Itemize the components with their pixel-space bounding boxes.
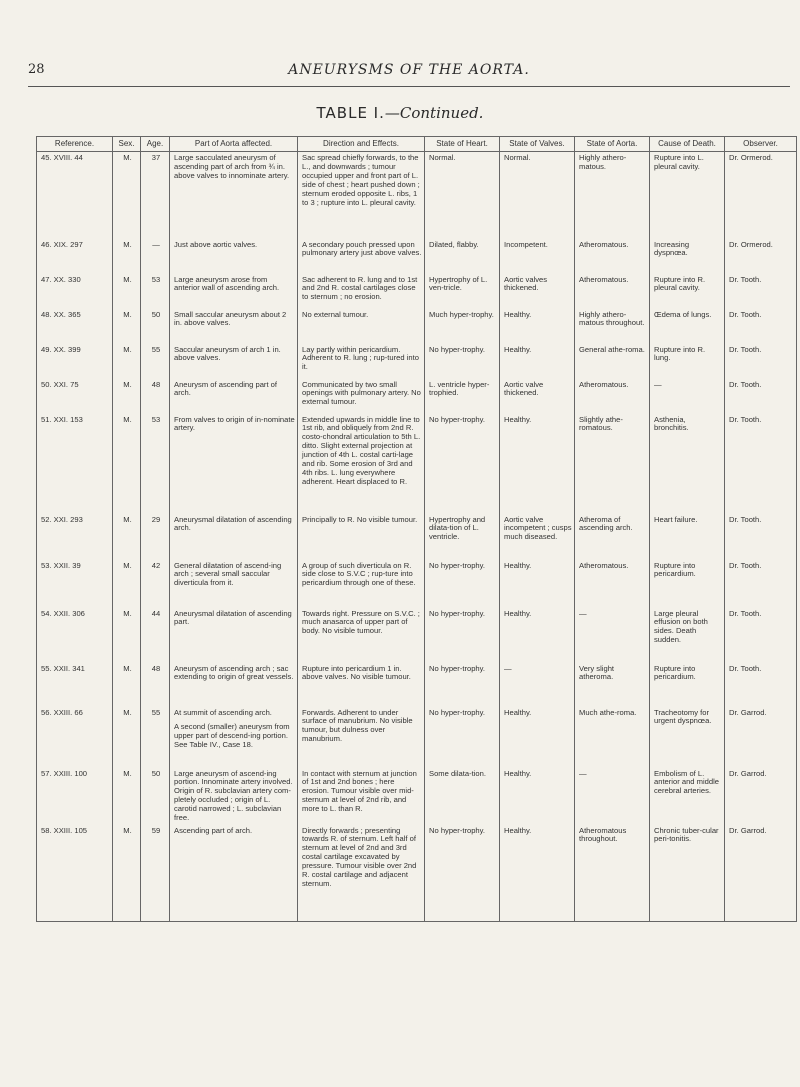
header-row: [37, 137, 797, 152]
cell-state-of-heart: No hyper-trophy.: [425, 707, 500, 768]
cell-direction-effects: Principally to R. No visible tumour.: [298, 514, 425, 560]
cell-part-affected: [170, 707, 298, 768]
cell-cause-of-death: Rupture into R. pleural cavity.: [650, 274, 725, 309]
cell-state-of-valves: —: [500, 663, 575, 707]
cell-age: 53: [141, 274, 170, 309]
cell-state-of-aorta: Highly athero-matous.: [575, 152, 650, 239]
cell-reference: 45. XVIII. 44: [37, 152, 113, 239]
cell-observer: Dr. Garrod.: [725, 825, 797, 922]
cell-part-affected: Small saccular aneurysm about 2 in. above valves.: [170, 309, 298, 344]
cell-sex: M.: [113, 707, 141, 768]
cell-reference: 53. XXII. 39: [37, 560, 113, 608]
cell-age: 44: [141, 608, 170, 663]
cell-observer: Dr. Tooth.: [725, 344, 797, 379]
cell-part-affected: Aneurysm of ascending arch ; sac extending to origin of great vessels.: [170, 663, 298, 707]
table-body: [37, 152, 797, 922]
cell-reference: 54. XXII. 306: [37, 608, 113, 663]
cell-cause-of-death: Increasing dyspnœa.: [650, 239, 725, 274]
cell-state-of-aorta: Atheromatous.: [575, 274, 650, 309]
cell-reference: 58. XXIII. 105: [37, 825, 113, 922]
cell-direction-effects: Directly forwards ; presenting towards R. of sternum. Left half of sternum at level of 2nd and 3rd costal cartilage excavated by pressure. Tumour visible over 2nd R. costal cartilage and adjacent sternum.: [298, 825, 425, 922]
cell-observer: Dr. Tooth.: [725, 379, 797, 414]
cell-observer: Dr. Tooth.: [725, 663, 797, 707]
cell-part-affected: From valves to origin of in-nominate artery.: [170, 414, 298, 514]
cell-age: 53: [141, 414, 170, 514]
table-title-main: TABLE I.: [316, 104, 385, 122]
column-header: Observer.: [725, 137, 797, 152]
cell-cause-of-death: Rupture into L. pleural cavity.: [650, 152, 725, 239]
table-row: [37, 560, 797, 608]
cell-state-of-heart: Some dilata-tion.: [425, 768, 500, 825]
cell-cause-of-death: —: [650, 379, 725, 414]
cell-state-of-heart: No hyper-trophy.: [425, 608, 500, 663]
cell-state-of-valves: Aortic valves thickened.: [500, 274, 575, 309]
cell-cause-of-death: Œdema of lungs.: [650, 309, 725, 344]
cell-sex: M.: [113, 274, 141, 309]
cell-sex: M.: [113, 608, 141, 663]
cell-age: 55: [141, 344, 170, 379]
cell-reference: 50. XXI. 75: [37, 379, 113, 414]
cell-state-of-heart: Much hyper-trophy.: [425, 309, 500, 344]
cell-cause-of-death: Heart failure.: [650, 514, 725, 560]
cell-part-affected: Large aneurysm of ascend-ing portion. Innominate artery involved. Origin of R. subclavian artery com-pletely occluded ; origin of L. carotid narrowed ; L. subclavian free.: [170, 768, 298, 825]
column-header: Part of Aorta affected.: [170, 137, 298, 152]
cell-direction-effects: No external tumour.: [298, 309, 425, 344]
cell-direction-effects: Sac spread chiefly forwards, to the L., and downwards ; tumour occupied upper and front part of L. side of chest ; heart pushed down ; sternum eroded opposite L. ribs, 1 to 3 ; rupture into L. pleural cavity.: [298, 152, 425, 239]
cell-observer: Dr. Tooth.: [725, 274, 797, 309]
cell-sex: M.: [113, 514, 141, 560]
table-row: [37, 608, 797, 663]
cell-state-of-valves: Healthy.: [500, 344, 575, 379]
cell-state-of-aorta: Atheromatous.: [575, 560, 650, 608]
cell-reference: 56. XXIII. 66: [37, 707, 113, 768]
cell-observer: Dr. Ormerod.: [725, 152, 797, 239]
table-row: [37, 514, 797, 560]
cell-state-of-aorta: Very slight atheroma.: [575, 663, 650, 707]
cell-reference: 52. XXI. 293: [37, 514, 113, 560]
cell-part-affected: Saccular aneurysm of arch 1 in. above valves.: [170, 344, 298, 379]
cell-part-affected: Just above aortic valves.: [170, 239, 298, 274]
cell-reference: 48. XX. 365: [37, 309, 113, 344]
column-header: Reference.: [37, 137, 113, 152]
cell-age: 50: [141, 309, 170, 344]
cell-direction-effects: A group of such diverticula on R. side close to S.V.C ; rup-ture into pericardium through one of these.: [298, 560, 425, 608]
cell-reference: 51. XXI. 153: [37, 414, 113, 514]
table-row: [37, 309, 797, 344]
cell-part-affected: General dilatation of ascend-ing arch ; several small saccular diverticula from it.: [170, 560, 298, 608]
cell-state-of-valves: Healthy.: [500, 608, 575, 663]
cell-state-of-valves: Healthy.: [500, 560, 575, 608]
table-row: [37, 414, 797, 514]
cell-observer: Dr. Tooth.: [725, 514, 797, 560]
cell-sex: M.: [113, 379, 141, 414]
cell-state-of-aorta: Atheromatous throughout.: [575, 825, 650, 922]
cell-state-of-aorta: Atheromatous.: [575, 239, 650, 274]
table-row: [37, 825, 797, 922]
cell-direction-effects: In contact with sternum at junction of 1st and 2nd bones ; here erosion. Tumour visible over mid-sternum at level of 2nd rib, and more to L. than R.: [298, 768, 425, 825]
cell-state-of-aorta: Atheroma of ascending arch.: [575, 514, 650, 560]
cell-observer: Dr. Tooth.: [725, 608, 797, 663]
column-header: State of Aorta.: [575, 137, 650, 152]
cell-state-of-heart: No hyper-trophy.: [425, 414, 500, 514]
cell-observer: Dr. Tooth.: [725, 560, 797, 608]
cell-direction-effects: Towards right. Pressure on S.V.C. ; much anasarca of upper part of body. No visible tumour.: [298, 608, 425, 663]
aneurysm-table: [36, 136, 797, 922]
part-affected-text: At summit of ascending arch.: [174, 707, 272, 717]
table-row: [37, 239, 797, 274]
column-header: Direction and Effects.: [298, 137, 425, 152]
cell-direction-effects: Communicated by two small openings with pulmonary artery. No external tumour.: [298, 379, 425, 414]
cell-part-affected: Aneurysmal dilatation of ascending arch.: [170, 514, 298, 560]
cell-reference: 57. XXIII. 100: [37, 768, 113, 825]
cell-cause-of-death: Large pleural effusion on both sides. Death sudden.: [650, 608, 725, 663]
cell-state-of-valves: Healthy.: [500, 707, 575, 768]
cell-direction-effects: Rupture into pericardium 1 in. above valves. No visible tumour.: [298, 663, 425, 707]
cell-age: 29: [141, 514, 170, 560]
cell-sex: M.: [113, 825, 141, 922]
cell-sex: M.: [113, 663, 141, 707]
cell-sex: M.: [113, 560, 141, 608]
cell-cause-of-death: Rupture into pericardium.: [650, 663, 725, 707]
cell-state-of-aorta: —: [575, 768, 650, 825]
table-title-suffix: —Continued.: [384, 104, 484, 122]
cell-sex: M.: [113, 309, 141, 344]
cell-state-of-heart: L. ventricle hyper-trophied.: [425, 379, 500, 414]
cell-reference: 55. XXII. 341: [37, 663, 113, 707]
cell-state-of-valves: Healthy.: [500, 414, 575, 514]
cell-state-of-heart: Dilated, flabby.: [425, 239, 500, 274]
table-row: [37, 768, 797, 825]
cell-direction-effects: Extended upwards in middle line to 1st rib, and obliquely from 2nd R. costo-chondral articulation to 5th L. ditto. Slight external projection at junction of 4th L. costal carti-lage and rib. Some erosion of 3rd and 4th ribs. L. lung everywhere adherent. Heart displaced to R.: [298, 414, 425, 514]
cell-direction-effects: Forwards. Adherent to under surface of manubrium. No visible tumour, but dulness over manubrium.: [298, 707, 425, 768]
table-row: [37, 152, 797, 239]
page-header: [28, 62, 790, 82]
cell-cause-of-death: Asthenia, bronchitis.: [650, 414, 725, 514]
cell-direction-effects: Lay partly within pericardium. Adherent to R. lung ; rup-tured into it.: [298, 344, 425, 379]
cell-direction-effects: A secondary pouch pressed upon pulmonary artery just above valves.: [298, 239, 425, 274]
table-row: [37, 379, 797, 414]
running-title: ANEURYSMS OF THE AORTA.: [288, 62, 530, 78]
cell-state-of-heart: No hyper-trophy.: [425, 560, 500, 608]
cell-state-of-valves: Healthy.: [500, 825, 575, 922]
cell-state-of-heart: No hyper-trophy.: [425, 344, 500, 379]
cell-state-of-valves: Aortic valve incompetent ; cusps much diseased.: [500, 514, 575, 560]
cell-age: 37: [141, 152, 170, 239]
column-header: Age.: [141, 137, 170, 152]
cell-state-of-heart: Hypertrophy and dilata-tion of L. ventricle.: [425, 514, 500, 560]
cell-cause-of-death: Chronic tuber-cular peri-tonitis.: [650, 825, 725, 922]
cell-state-of-heart: Hypertrophy of L. ven-tricle.: [425, 274, 500, 309]
cell-observer: Dr. Garrod.: [725, 768, 797, 825]
cell-reference: 49. XX. 399: [37, 344, 113, 379]
table-row: [37, 274, 797, 309]
table-header: [37, 137, 797, 152]
cell-cause-of-death: Rupture into R. lung.: [650, 344, 725, 379]
cell-direction-effects: Sac adherent to R. lung and to 1st and 2nd R. costal cartilages close to sternum ; no erosion.: [298, 274, 425, 309]
cell-observer: Dr. Tooth.: [725, 309, 797, 344]
cell-state-of-aorta: —: [575, 608, 650, 663]
cell-part-affected: Large aneurysm arose from anterior wall of ascending arch.: [170, 274, 298, 309]
cell-state-of-aorta: Atheromatous.: [575, 379, 650, 414]
cell-cause-of-death: Embolism of L. anterior and middle cerebral arteries.: [650, 768, 725, 825]
cell-age: 42: [141, 560, 170, 608]
cell-part-affected: Ascending part of arch.: [170, 825, 298, 922]
cell-cause-of-death: Rupture into pericardium.: [650, 560, 725, 608]
cell-cause-of-death: Tracheotomy for urgent dyspnœa.: [650, 707, 725, 768]
cell-state-of-aorta: General athe-roma.: [575, 344, 650, 379]
cell-observer: Dr. Garrod.: [725, 707, 797, 768]
cell-age: 48: [141, 663, 170, 707]
cell-age: 48: [141, 379, 170, 414]
table-row: [37, 663, 797, 707]
cell-state-of-aorta: Slightly athe-romatous.: [575, 414, 650, 514]
cell-age: 59: [141, 825, 170, 922]
cell-part-affected: Aneurysmal dilatation of ascending part.: [170, 608, 298, 663]
column-header: State of Heart.: [425, 137, 500, 152]
cell-sex: M.: [113, 344, 141, 379]
table-row: [37, 344, 797, 379]
cell-sex: M.: [113, 768, 141, 825]
cell-age: —: [141, 239, 170, 274]
header-rule: [28, 86, 790, 87]
cell-sex: M.: [113, 414, 141, 514]
cell-sex: M.: [113, 239, 141, 274]
part-affected-note: A second (smaller) aneurysm from upper part of descend-ing portion. See Table IV., Case 18.: [174, 722, 290, 750]
cell-state-of-heart: Normal.: [425, 152, 500, 239]
cell-state-of-valves: Healthy.: [500, 768, 575, 825]
column-header: Cause of Death.: [650, 137, 725, 152]
cell-state-of-aorta: Much athe-roma.: [575, 707, 650, 768]
cell-state-of-valves: Healthy.: [500, 309, 575, 344]
cell-state-of-valves: Normal.: [500, 152, 575, 239]
cell-part-affected: Large sacculated aneurysm of ascending part of arch from ¾ in. above valves to innominate artery.: [170, 152, 298, 239]
cell-state-of-valves: Aortic valve thickened.: [500, 379, 575, 414]
table-row: [37, 707, 797, 768]
cell-age: 50: [141, 768, 170, 825]
cell-reference: 47. XX. 330: [37, 274, 113, 309]
column-header: Sex.: [113, 137, 141, 152]
cell-state-of-heart: No hyper-trophy.: [425, 825, 500, 922]
page-number: 28: [28, 62, 45, 77]
cell-reference: 46. XIX. 297: [37, 239, 113, 274]
cell-observer: Dr. Tooth.: [725, 414, 797, 514]
cell-part-affected: Aneurysm of ascending part of arch.: [170, 379, 298, 414]
cell-age: 55: [141, 707, 170, 768]
cell-state-of-aorta: Highly athero-matous throughout.: [575, 309, 650, 344]
table-title: [0, 104, 800, 122]
cell-state-of-valves: Incompetent.: [500, 239, 575, 274]
cell-state-of-heart: No hyper-trophy.: [425, 663, 500, 707]
cell-observer: Dr. Ormerod.: [725, 239, 797, 274]
cell-sex: M.: [113, 152, 141, 239]
column-header: State of Valves.: [500, 137, 575, 152]
